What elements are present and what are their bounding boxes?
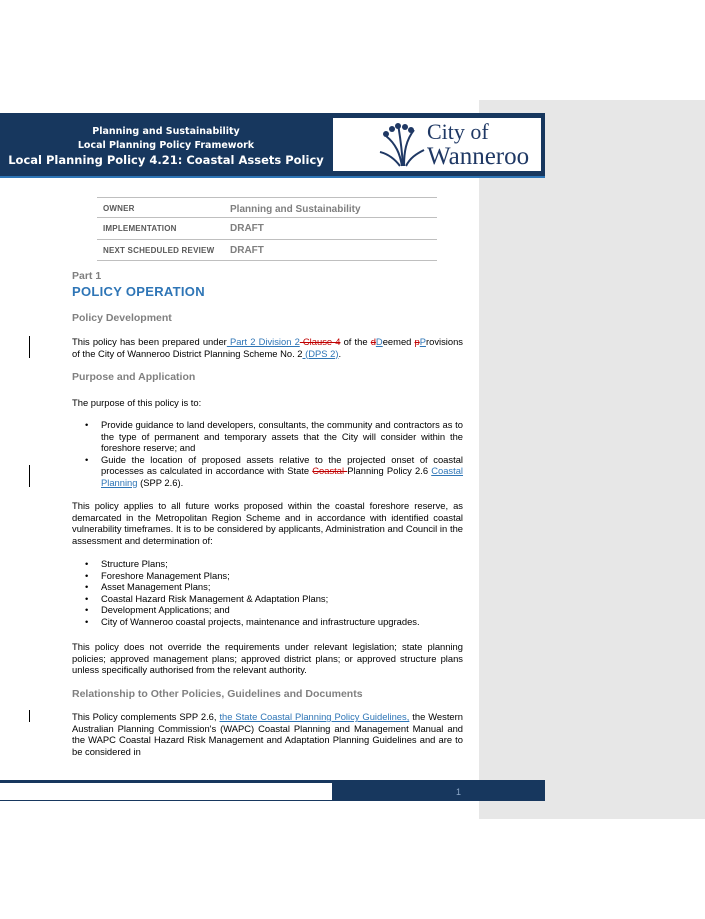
list-item (72, 581, 463, 593)
development-paragraph (72, 336, 463, 359)
bullet-icon: • (85, 558, 89, 569)
list-item (72, 419, 463, 454)
override-paragraph: This policy does not override the requirements under relevant legislation; state planning policies; approved management plans; approved district plans; or approved structure plans unless specifically authorised from the relevant authority. (72, 641, 463, 675)
list-item-text: City of Wanneroo coastal projects, maintenance and infrastructure upgrades. (101, 615, 420, 627)
text-run: the Western Australian Planning Commission's (WAPC) Coastal Planning and Management Manual and the WAPC Coastal Hazard Risk Management and Adaptation Planning Guidelines and are to be considered in (72, 711, 463, 757)
text-run: eemed (382, 336, 415, 347)
footer-right (332, 783, 545, 801)
list-item (72, 604, 463, 616)
bullet-icon: • (85, 453, 89, 465)
deletion-run: p (414, 336, 420, 347)
review-label: NEXT SCHEDULED REVIEW (103, 246, 215, 255)
deletion-run: Clause 4 (299, 336, 341, 347)
header-line-2: Local Planning Policy Framework (77, 140, 255, 151)
insertion-run: Coastal Planning (101, 465, 464, 488)
change-bar (29, 336, 30, 358)
text-run: Guide the location of proposed assets relative to the projected onset of coastal processes as calculated in accordance with State (101, 453, 463, 476)
list-item-text: Foreshore Management Plans; (101, 569, 230, 581)
applies-paragraph: This policy applies to all future works proposed within the coastal foreshore reserve, as demarcated in the Metropolitan Region Scheme and in accordance with identified coastal vulnerability timeframes. It is to be considered by applicants, Administration and Council in the assessment and determination of: (72, 500, 463, 546)
text-run: . (338, 347, 342, 359)
purpose-heading: Purpose and Application (72, 371, 196, 383)
page-number: 1 (456, 787, 462, 797)
side-panel (479, 100, 705, 819)
relationship-heading: Relationship to Other Policies, Guidelines and Documents (72, 688, 363, 700)
list-item (72, 570, 463, 582)
insertion-run: (DPS 2) (302, 347, 339, 359)
part-label: Part 1 (72, 270, 102, 282)
insertion-run: P (419, 336, 426, 347)
list-item (72, 454, 463, 489)
header-text (0, 113, 332, 176)
coastal-grass-logo-icon (378, 120, 428, 170)
text-run: rovisions of the City of Wanneroo District Planning Scheme No. 2 (72, 336, 463, 359)
list-item (72, 558, 463, 570)
bullet-icon: • (85, 569, 89, 581)
list-item-text: Provide guidance to land developers, consultants, the community and contractors as to the type of permanent and temporary assets that the City will consider within the foreshore reserve; and (101, 419, 463, 453)
change-bar (29, 465, 30, 487)
deletion-run: d (370, 336, 376, 347)
bullet-icon: • (85, 592, 89, 604)
header-underline (0, 176, 545, 178)
list-item-text: Development Applications; and (101, 604, 230, 615)
logo-city-of: City of (427, 119, 489, 144)
list-item-text: Structure Plans; (101, 558, 168, 569)
policy-title: POLICY OPERATION (72, 284, 205, 299)
bullet-icon: • (85, 581, 89, 592)
footer-left (0, 783, 332, 801)
bullet-icon: • (85, 419, 89, 430)
text-run: of the (340, 336, 371, 347)
plans-list (72, 558, 463, 627)
meta-row-owner (97, 197, 437, 218)
header-line-3: Local Planning Policy 4.21: Coastal Assets Policy (8, 153, 324, 167)
deletion-run: Coastal (312, 465, 348, 476)
logo-wanneroo: Wanneroo (427, 143, 530, 170)
owner-value: Planning and Sustainability (230, 204, 361, 215)
list-item (72, 593, 463, 605)
meta-row-implementation (97, 217, 437, 238)
review-value: DRAFT (230, 245, 264, 256)
owner-label: OWNER (103, 204, 135, 213)
relationship-paragraph (72, 711, 463, 757)
text-run: (SPP 2.6). (137, 476, 184, 488)
purpose-intro: The purpose of this policy is to: (72, 397, 202, 408)
implementation-value: DRAFT (230, 223, 264, 234)
list-item-text: Asset Management Plans; (101, 581, 211, 592)
insertion-run: Part 2 Division 2 (226, 336, 300, 347)
insertion-run: D (375, 336, 383, 347)
bullet-icon: • (85, 604, 89, 615)
list-item (72, 616, 463, 628)
development-heading: Policy Development (72, 312, 172, 324)
text-run: This Policy complements SPP 2.6, (72, 711, 220, 722)
bullet-icon: • (85, 615, 89, 627)
insertion-link[interactable]: the State Coastal Planning Policy Guidelines, (219, 711, 410, 722)
list-item-text: Coastal Hazard Risk Management & Adaptation Plans; (101, 592, 329, 604)
change-bar (29, 710, 30, 722)
text-run: Planning Policy 2.6 (347, 465, 432, 476)
purpose-list (72, 419, 463, 488)
implementation-label: IMPLEMENTATION (103, 224, 177, 233)
text-run: This policy has been prepared under (72, 336, 227, 347)
header-line-1: Planning and Sustainability (92, 126, 240, 137)
meta-row-review (97, 239, 437, 261)
city-logo-text (427, 121, 529, 169)
